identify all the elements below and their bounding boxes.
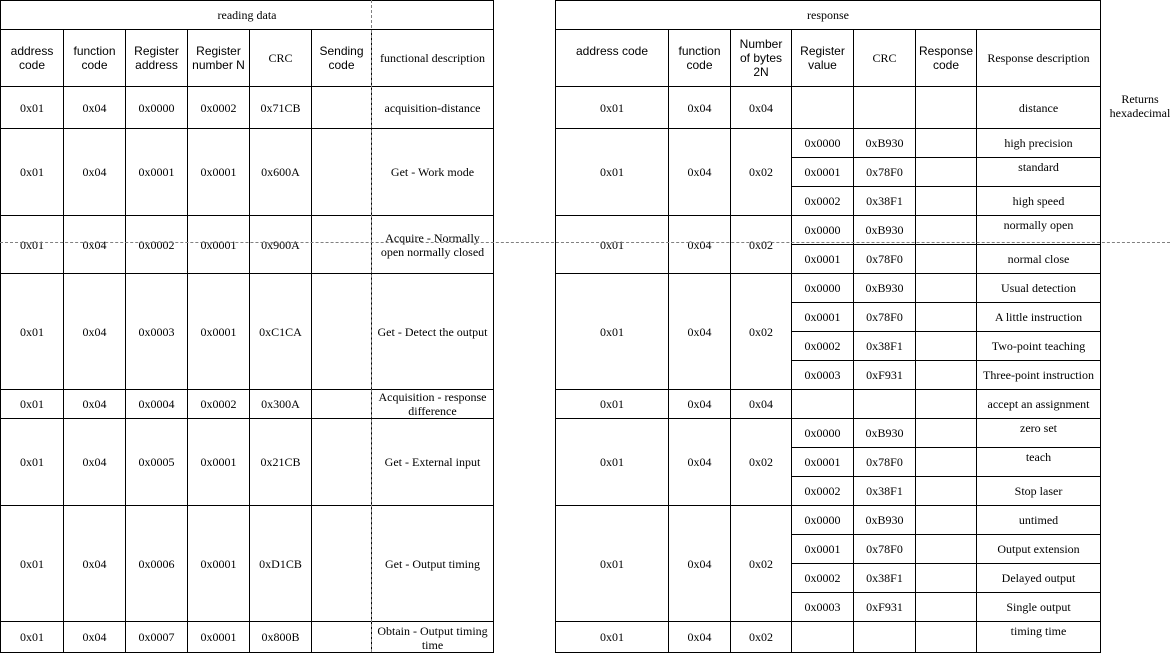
col-function-code-header: function code [669,30,731,87]
cell-desc: Two-point teaching [977,332,1101,361]
table-row [1,87,494,129]
cell-crc: 0xF931 [854,593,916,622]
cell-desc: normally open [977,216,1101,245]
cell-num: 0x0001 [188,129,250,216]
reading-title: reading data [1,1,494,30]
cell-func: 0x04 [669,216,731,274]
cell-value: 0x0000 [792,216,854,245]
cell-value: 0x0002 [792,477,854,506]
cell-num: 0x0002 [188,87,250,129]
cell-crc: 0xB930 [854,274,916,303]
col-function-code-header: function code [64,30,126,87]
cell-value: 0x0000 [792,419,854,448]
cell-reg: 0x0002 [126,216,188,274]
cell-reg: 0x0001 [126,129,188,216]
cell-send [312,506,372,622]
cell-crc: 0xB930 [854,216,916,245]
table-row [1,274,494,390]
cell-crc: 0xB930 [854,506,916,535]
cell-desc: Single output [977,593,1101,622]
cell-func: 0x04 [669,87,731,129]
cell-code [916,187,977,216]
cell-bytes: 0x04 [731,390,792,419]
cell-value: 0x0002 [792,332,854,361]
cell-desc: normal close [977,245,1101,274]
reading-title-row [1,1,494,30]
cell-func: 0x04 [669,622,731,653]
cell-num: 0x0001 [188,419,250,506]
cell-code [916,564,977,593]
cell-desc: A little instruction [977,303,1101,332]
cell-send [312,216,372,274]
cell-crc: 0x900A [250,216,312,274]
cell-reg: 0x0005 [126,419,188,506]
table-row [1,622,494,653]
response-title-row [556,1,1101,30]
col-crc-header: CRC [854,30,916,87]
cell-send [312,622,372,653]
response-header-row [556,30,1101,87]
cell-addr: 0x01 [1,87,64,129]
cell-code [916,506,977,535]
cell-desc: Delayed output [977,564,1101,593]
cell-bytes: 0x02 [731,274,792,390]
cell-value: 0x0000 [792,129,854,158]
cell-num: 0x0001 [188,216,250,274]
cell-value: 0x0002 [792,187,854,216]
cell-reg: 0x0006 [126,506,188,622]
cell-value [792,390,854,419]
cell-code [916,245,977,274]
table-row [1,419,494,506]
table-row [556,87,1101,129]
cell-reg: 0x0003 [126,274,188,390]
cell-reg: 0x0007 [126,622,188,653]
cell-value [792,622,854,653]
table-row [1,506,494,622]
cell-value: 0x0000 [792,274,854,303]
table-row [556,419,1101,448]
table-row [1,390,494,419]
cell-reg: 0x0000 [126,87,188,129]
cell-code [916,361,977,390]
cell-code [916,593,977,622]
cell-code [916,477,977,506]
cell-crc: 0xB930 [854,419,916,448]
cell-addr: 0x01 [556,216,669,274]
cell-addr: 0x01 [1,390,64,419]
cell-crc: 0x300A [250,390,312,419]
cell-addr: 0x01 [556,390,669,419]
cell-code [916,535,977,564]
cell-desc: Three-point instruction [977,361,1101,390]
col-register-address-header: Register address [126,30,188,87]
cell-desc: high speed [977,187,1101,216]
cell-func: 0x04 [669,506,731,622]
response-title: response [556,1,1101,30]
cell-crc: 0x78F0 [854,535,916,564]
cell-addr: 0x01 [1,274,64,390]
page-break-vertical [371,0,372,652]
cell-crc [854,87,916,129]
cell-num: 0x0001 [188,622,250,653]
cell-addr: 0x01 [556,87,669,129]
cell-desc: timing time [977,622,1101,653]
cell-value: 0x0003 [792,593,854,622]
table-row [556,274,1101,303]
cell-desc: accept an assignment [977,390,1101,419]
cell-num: 0x0001 [188,506,250,622]
cell-func: 0x04 [64,216,126,274]
cell-desc: Get - External input [372,419,494,506]
cell-desc: Get - Detect the output [372,274,494,390]
cell-desc: teach [977,448,1101,477]
cell-desc: Obtain - Output timing time [372,622,494,653]
page-break-horizontal [0,242,1170,243]
cell-addr: 0x01 [1,419,64,506]
table-row [556,129,1101,158]
col-crc-header: CRC [250,30,312,87]
cell-crc: 0xD1CB [250,506,312,622]
cell-bytes: 0x02 [731,129,792,216]
cell-addr: 0x01 [1,622,64,653]
col-sending-code-header: Sending code [312,30,372,87]
cell-crc: 0xF931 [854,361,916,390]
cell-crc: 0x78F0 [854,245,916,274]
cell-desc: distance [977,87,1101,129]
cell-crc: 0xC1CA [250,274,312,390]
cell-send [312,87,372,129]
cell-func: 0x04 [64,622,126,653]
cell-bytes: 0x04 [731,87,792,129]
cell-code [916,390,977,419]
cell-desc: zero set [977,419,1101,448]
cell-crc: 0xB930 [854,129,916,158]
cell-crc: 0x71CB [250,87,312,129]
cell-func: 0x04 [64,129,126,216]
returns-hexadecimal-note: Returns hexadecimal [1109,92,1170,120]
cell-code [916,87,977,129]
cell-bytes: 0x02 [731,419,792,506]
cell-crc: 0x78F0 [854,158,916,187]
cell-desc: Get - Work mode [372,129,494,216]
cell-addr: 0x01 [556,274,669,390]
cell-code [916,129,977,158]
cell-code [916,158,977,187]
cell-addr: 0x01 [1,216,64,274]
cell-crc: 0x800B [250,622,312,653]
cell-bytes: 0x02 [731,622,792,653]
cell-desc: standard [977,158,1101,187]
cell-code [916,216,977,245]
cell-crc: 0x78F0 [854,448,916,477]
table-row [556,390,1101,419]
table-row [556,622,1101,653]
table-row [556,506,1101,535]
cell-crc: 0x38F1 [854,332,916,361]
cell-value: 0x0001 [792,448,854,477]
cell-addr: 0x01 [556,506,669,622]
cell-addr: 0x01 [556,129,669,216]
cell-value: 0x0000 [792,506,854,535]
cell-crc: 0x38F1 [854,564,916,593]
cell-value: 0x0001 [792,158,854,187]
col-register-number-header: Register number N [188,30,250,87]
cell-crc: 0x38F1 [854,477,916,506]
cell-addr: 0x01 [1,506,64,622]
col-response-code-header: Response code [916,30,977,87]
cell-func: 0x04 [64,390,126,419]
cell-crc: 0x78F0 [854,303,916,332]
col-address-code-header: address code [1,30,64,87]
col-functional-description-header: functional description [372,30,494,87]
cell-func: 0x04 [669,419,731,506]
cell-func: 0x04 [64,419,126,506]
cell-desc: untimed [977,506,1101,535]
cell-num: 0x0002 [188,390,250,419]
cell-value: 0x0001 [792,535,854,564]
cell-desc: Get - Output timing [372,506,494,622]
cell-desc: Stop laser [977,477,1101,506]
cell-crc: 0x21CB [250,419,312,506]
cell-func: 0x04 [64,274,126,390]
cell-send [312,274,372,390]
cell-value: 0x0003 [792,361,854,390]
cell-desc: Output extension [977,535,1101,564]
col-number-of-bytes-header: Number of bytes 2N [731,30,792,87]
cell-addr: 0x01 [556,419,669,506]
cell-reg: 0x0004 [126,390,188,419]
cell-addr: 0x01 [1,129,64,216]
cell-func: 0x04 [64,506,126,622]
cell-bytes: 0x02 [731,506,792,622]
cell-num: 0x0001 [188,274,250,390]
table-row [1,216,494,274]
cell-code [916,622,977,653]
cell-code [916,332,977,361]
cell-value [792,87,854,129]
cell-desc: high precision [977,129,1101,158]
cell-value: 0x0001 [792,303,854,332]
cell-value: 0x0002 [792,564,854,593]
cell-func: 0x04 [669,274,731,390]
cell-desc: Usual detection [977,274,1101,303]
cell-func: 0x04 [64,87,126,129]
cell-crc [854,622,916,653]
cell-addr: 0x01 [556,622,669,653]
table-row [1,129,494,216]
cell-crc [854,390,916,419]
cell-desc: Acquisition - response difference [372,390,494,419]
cell-crc: 0x38F1 [854,187,916,216]
cell-send [312,390,372,419]
response-table [555,0,1101,653]
cell-code [916,419,977,448]
col-register-value-header: Register value [792,30,854,87]
cell-send [312,419,372,506]
cell-code [916,303,977,332]
table-row [556,216,1101,245]
cell-crc: 0x600A [250,129,312,216]
cell-desc: Acquire - Normally open normally closed [372,216,494,274]
cell-value: 0x0001 [792,245,854,274]
cell-bytes: 0x02 [731,216,792,274]
cell-send [312,129,372,216]
col-response-description-header: Response description [977,30,1101,87]
reading-header-row [1,30,494,87]
cell-code [916,274,977,303]
col-address-code-header: address code [556,30,669,87]
cell-code [916,448,977,477]
cell-func: 0x04 [669,390,731,419]
cell-desc: acquisition-distance [372,87,494,129]
cell-func: 0x04 [669,129,731,216]
reading-data-table [0,0,494,653]
